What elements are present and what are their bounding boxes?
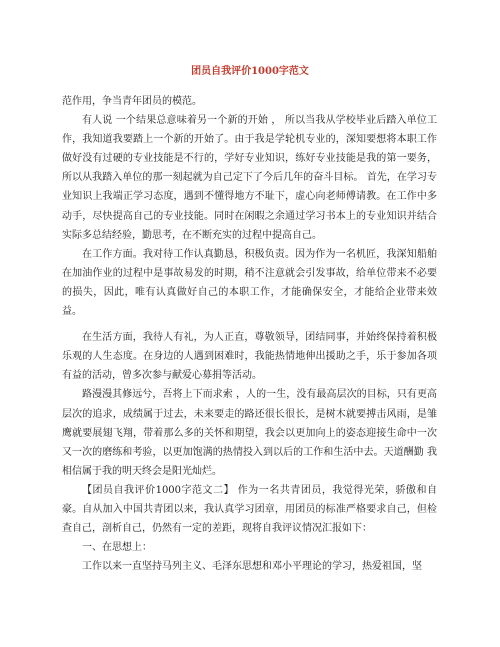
paragraph-long-road: 路漫漫其修远兮，吾将上下而求索 ，人的一生，没有最高层次的目标，只有更高层次的追求，成绩属于过去，未来要走的路还很长很长，是树木就要搏击风雨，是雏鹰就要展翅飞翔，带着那么多的关怀和期望，我会以更加向上的姿态迎接生命中一次又一次的磨练和考验，以更加饱满的热情投入到以后的工作和生活中去。天道酬勤 我相信属于我的明天终会是阳光灿烂。 bbox=[62, 389, 437, 477]
paragraph-new-beginning: 有人说 一个结果总意味着另一个新的开始 ， 所以当我从学校毕业后踏入单位工作，我知道我要踏上一个新的开始了。由于我是学轮机专业的，深知要想将本职工作做好没有过硬的专业技能是不行的，学好专业知识，练好专业技能是我的第一要务，所以从我踏入单位的那一刻起就为自己定下了今后几年的奋斗目标。 首先，在学习专业知识上我端正学习态度，遇到不懂得地方不耻下，虚心向老师傅请教。在工作中多动手，尽快提高自己的专业技能。同时在闲暇之余通过学习书本上的专业知识并结合实际多总结经验，勤思考，在不断充实的过程中提高自己。 bbox=[62, 115, 437, 241]
paragraph-life: 在生活方面，我待人有礼，为人正直，尊敬领导，团结同事，并始终保持着积极乐观的人生态度。在身边的人遇到困难时，我能热情地伸出援助之手，乐于参加各项有益的活动，曾多次参与献爱心募捐等活动。 bbox=[62, 332, 437, 382]
paragraph-sample-two: 【团员自我评价1000字范文二】 作为一名共青团员，我觉得光荣，骄傲和自豪。自从加入中国共青团以来，我认真学习团章，用团员的标准严格要求自己，但检查自己，剖析自己，仍然有一定的差距，现将自我评议情况汇报如下： bbox=[62, 484, 437, 535]
paragraph-intro-continuation: 范作用，争当青年团员的模范。 bbox=[62, 96, 202, 107]
document-title: 团员自我评价1000字范文 bbox=[191, 66, 309, 77]
paragraph-work: 在工作方面。我对待工作认真勤恳，积极负责。因为作为一名机匠，我深知船舶在加油作业的过程中是事故易发的时期，稍不注意就会引发事故，给单位带来不必要的损失，因此，唯有认真做好自己的本职工作，才能确保安全，才能给企业带来效益。 bbox=[62, 248, 437, 318]
document-body bbox=[62, 92, 437, 576]
paragraph-thought: 工作以来一直坚持马列主义、毛泽东思想和邓小平理论的学习，热爱祖国，坚 bbox=[82, 561, 422, 573]
section-heading-thought: 一、在思想上： bbox=[82, 542, 152, 554]
